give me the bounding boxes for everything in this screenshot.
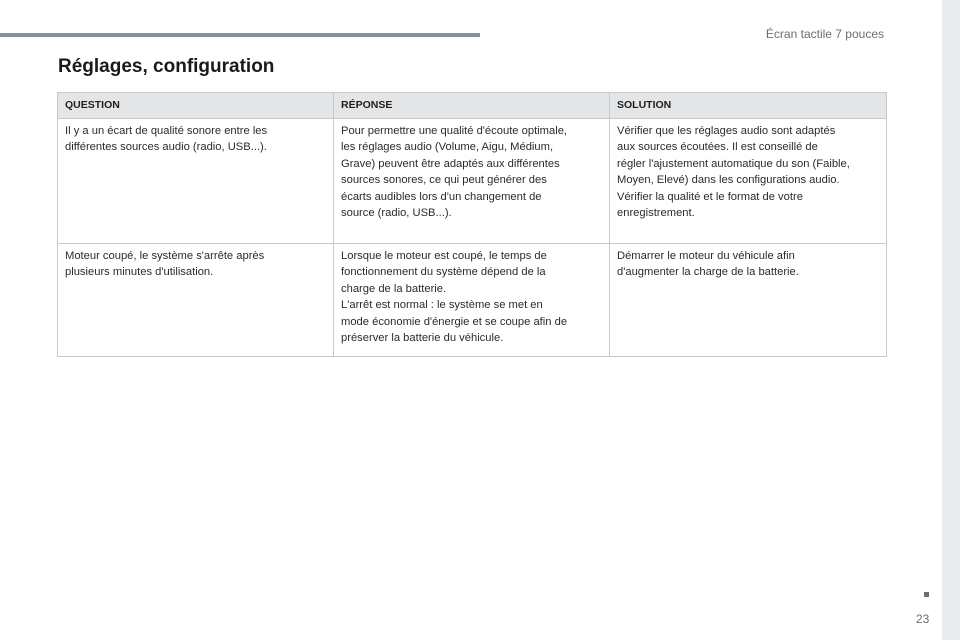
page-title: Réglages, configuration: [58, 56, 275, 77]
section-header-title: Écran tactile 7 pouces: [765, 27, 884, 41]
answer-text: Pour permettre une qualité d'écoute optimale, les réglages audio (Volume, Aigu, Médium, Grave) peuvent être adaptés aux différentes sources sonores, ce qui peut générer des écarts audibles lors d'un changement de source (radio, USB...).: [341, 125, 568, 220]
page-number: 23: [916, 612, 930, 626]
solution-cell: [610, 119, 887, 244]
question-text: Il y a un écart de qualité sonore entre les différentes sources audio (radio, USB...).: [65, 125, 268, 154]
column-header-answer: RÉPONSE: [334, 93, 610, 119]
solution-text: Vérifier que les réglages audio sont adaptés aux sources écoutées. Il est conseillé de régler l'ajustement automatique du son (Faible, Moyen, Elevé) dans les configurations audio. Vérifier la qualité et le format de votre enregistrement.: [617, 125, 850, 220]
question-cell: [58, 119, 334, 244]
table-header-row: [58, 93, 887, 119]
solution-text: Démarrer le moteur du véhicule afin d'augmenter la charge de la batterie.: [617, 250, 799, 279]
answer-cell: [334, 119, 610, 244]
answer-cell: [334, 244, 610, 357]
page-side-band: [942, 0, 960, 640]
question-text: Moteur coupé, le système s'arrête après plusieurs minutes d'utilisation.: [65, 250, 265, 279]
question-cell: [58, 244, 334, 357]
answer-text: Lorsque le moteur est coupé, le temps de fonctionnement du système dépend de la charge de la batterie. L'arrêt est normal : le système se met en mode économie d'énergie et se coupe afin de préserver la batterie du véhicule.: [341, 250, 568, 345]
column-header-question: QUESTION: [58, 93, 334, 119]
column-header-solution: SOLUTION: [610, 93, 887, 119]
troubleshooting-table: [57, 92, 887, 357]
solution-cell: [610, 244, 887, 357]
header-rule: [0, 33, 480, 37]
page-marker-dot: [924, 592, 929, 597]
table-row: [58, 244, 887, 357]
table-row: [58, 119, 887, 244]
